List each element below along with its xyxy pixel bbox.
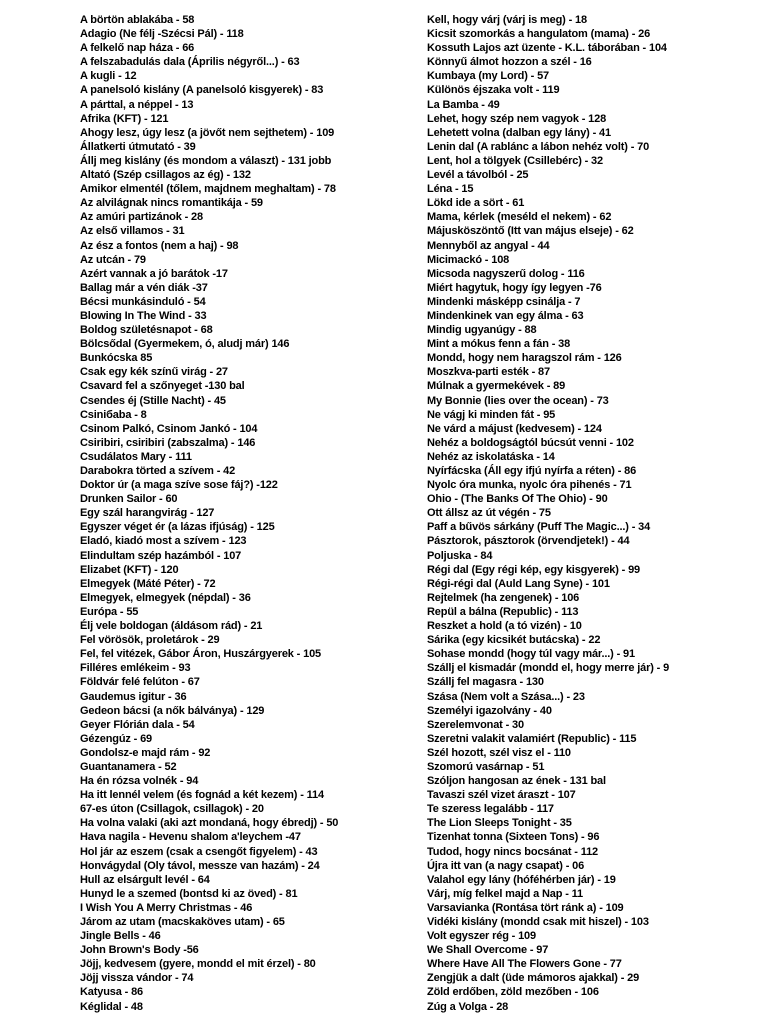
song-entry: Hull az elsárgult levél - 64 [80, 873, 210, 886]
song-entry: Darabokra törted a szívem - 42 [80, 465, 236, 477]
song-entry: Guantanamera - 52 [80, 760, 177, 773]
song-entry: John Brown's Body -56 [80, 944, 199, 957]
song-entry: Földvár felé felúton - 67 [80, 676, 200, 689]
song-entry: Elmegyek (Máté Péter) - 72 [80, 577, 216, 590]
song-entry: Ballag már a vén diák -37 [80, 281, 208, 294]
song-entry: Varsavianka (Rontása tört ránk a) - 109 [427, 901, 624, 914]
song-entry: Gézengúz - 69 [80, 732, 153, 745]
song-entry: Gondolsz-e majd rám - 92 [80, 746, 211, 759]
song-entry: A felszabadulás dala (Április négyről...) - 63 [80, 56, 300, 69]
song-entry: Lent, hol a tölgyek (Csillebérc) - 32 [427, 154, 603, 167]
song-entry: Volt egyszer rég - 109 [427, 930, 536, 943]
song-entry: Szóljon hangosan az ének - 131 bal [427, 775, 606, 788]
song-entry: Szeretni valakit valamiért (Republic) - 115 [427, 732, 637, 745]
song-entry: Afrika (KFT) - 121 [80, 112, 169, 125]
song-entry: Lenin dal (A rablánc a lábon nehéz volt) - 70 [427, 140, 650, 153]
song-entry: Lökd ide a sört - 61 [427, 197, 525, 210]
song-entry: Elindultam szép hazámból - 107 [80, 549, 242, 562]
song-entry: Fel, fel vitézek, Gábor Áron, Huszárgyerek - 105 [80, 648, 322, 661]
song-entry: Szállj el kismadár (mondd el, hogy merre jár) - 9 [427, 662, 670, 675]
song-entry: Amikor elmentél (tőlem, majdnem meghaltam) - 78 [80, 183, 336, 196]
song-entry: Csiribiri, csiribiri (zabszalma) - 146 [80, 436, 256, 449]
song-entry: We Shall Overcome - 97 [427, 944, 549, 957]
song-entry: Hava nagila - Hevenu shalom a'leychem -47 [80, 831, 301, 844]
song-entry: Csendes éj (Stille Nacht) - 45 [80, 394, 226, 407]
song-entry: Májusköszöntő (Itt van május elseje) - 62 [427, 225, 634, 238]
song-entry: Csudálatos Mary - 111 [80, 450, 192, 463]
song-entry: Nehéz az iskolatáska - 14 [427, 450, 555, 463]
song-entry: Állj meg kislány (és mondom a választ) - 131 jobb [80, 154, 332, 167]
song-entry: Szél hozott, szél visz el - 110 [427, 746, 571, 759]
song-entry: Európa - 55 [80, 605, 139, 618]
song-entry: Várj, míg felkel majd a Nap - 11 [427, 887, 583, 900]
song-entry: Újra itt van (a nagy csapat) - 06 [427, 859, 585, 872]
song-entry: Léna - 15 [427, 183, 474, 196]
song-entry: Élj vele boldogan (áldásom rád) - 21 [80, 620, 263, 633]
song-entry: Szása (Nem volt a Szása...) - 23 [427, 690, 585, 703]
song-entry: A börtön ablakába - 58 [80, 14, 195, 26]
song-entry: Egy szál harangvirág - 127 [80, 507, 215, 520]
song-entry: Eladó, kiadó most a szívem - 123 [80, 535, 247, 548]
song-entry: Repül a bálna (Republic) - 113 [427, 605, 579, 618]
song-entry: Jöjj, kedvesem (gyere, mondd el mit érzel) - 80 [80, 958, 316, 971]
song-entry: Gedeon bácsi (a nők bálványa) - 129 [80, 704, 265, 717]
song-entry: Mama, kérlek (meséld el nekem) - 62 [427, 211, 612, 224]
song-entry: Sohase mondd (hogy túl vagy már...) - 91 [427, 648, 635, 661]
song-entry: Mindenkinek van egy álma - 63 [427, 309, 584, 322]
song-entry: Ne vágj ki minden fát - 95 [427, 408, 556, 421]
song-entry: My Bonnie (lies over the ocean) - 73 [427, 394, 609, 407]
song-entry: Geyer Flórián dala - 54 [80, 718, 195, 731]
song-entry: La Bamba - 49 [427, 98, 500, 111]
song-entry: Fel vörösök, proletárok - 29 [80, 634, 220, 647]
song-entry: A párttal, a néppel - 13 [80, 98, 194, 111]
song-entry: Az amúri partizánok - 28 [80, 211, 203, 224]
song-entry: Csavard fel a szőnyeget -130 bal [80, 380, 245, 393]
song-entry: Rejtelmek (ha zengenek) - 106 [427, 591, 580, 604]
song-entry: A kugli - 12 [80, 70, 137, 83]
song-entry: Bécsi munkásinduló - 54 [80, 295, 206, 308]
song-entry: Vidéki kislány (mondd csak mit hiszel) - 103 [427, 916, 649, 928]
song-entry: Ne várd a májust (kedvesem) - 124 [427, 422, 602, 435]
song-entry: A panelsoló kislány (A panelsoló kisgyerek) - 83 [80, 84, 324, 97]
song-entry: Azért vannak a jó barátok -17 [80, 267, 228, 280]
song-entry: Kumbaya (my Lord) - 57 [427, 70, 550, 83]
song-entry: Pásztorok, pásztorok (örvendjetek!) - 44 [427, 535, 630, 548]
song-entry: Bunkócska 85 [80, 352, 153, 365]
song-entry: Micimackó - 108 [427, 253, 510, 266]
song-entry: Ha én rózsa volnék - 94 [80, 775, 199, 788]
song-entry: Altató (Szép csillagos az ég) - 132 [80, 169, 251, 182]
song-entry: Where Have All The Flowers Gone - 77 [427, 958, 622, 971]
song-entry: Ha volna valaki (aki azt mondaná, hogy ébredj) - 50 [80, 817, 339, 830]
song-entry: Kicsit szomorkás a hangulatom (mama) - 26 [427, 28, 651, 41]
song-entry: Levél a távolból - 25 [427, 169, 529, 182]
song-entry: Lehet, hogy szép nem vagyok - 128 [427, 112, 607, 125]
song-entry: Mennyből az angyal - 44 [427, 239, 550, 252]
song-entry: Szerelemvonat - 30 [427, 718, 524, 731]
song-entry: Valahol egy lány (hóféhérben jár) - 19 [427, 873, 616, 886]
song-entry: Poljuska - 84 [427, 549, 493, 562]
song-entry: Csiniбaba - 8 [80, 408, 147, 421]
song-entry: Mindig ugyanúgy - 88 [427, 324, 537, 337]
song-entry: Ahogy lesz, úgy lesz (a jövőt nem sejthetem) - 109 [80, 126, 335, 139]
song-entry: Reszket a hold (a tó vizén) - 10 [427, 620, 582, 633]
song-entry: Elizabet (KFT) - 120 [80, 563, 179, 576]
song-entry: Csinom Palkó, Csinom Jankó - 104 [80, 422, 258, 435]
song-entry: Filléres emlékeim - 93 [80, 662, 191, 675]
song-entry: Zöld erdőben, zöld mezőben - 106 [427, 986, 599, 999]
song-entry: Kéglidal - 48 [80, 1000, 143, 1013]
song-entry: Mindenki másképp csinálja - 7 [427, 295, 581, 308]
song-entry: Bölcsődal (Gyermekem, ó, aludj már) 146 [80, 338, 290, 351]
song-entry: Az ész a fontos (nem a haj) - 98 [80, 239, 239, 252]
song-entry: Hunyd le a szemed (bontsd ki az öved) - 81 [80, 887, 298, 900]
song-entry: Zengjük a dalt (üde mámoros ajakkal) - 29 [427, 972, 640, 985]
song-entry: Ohio - (The Banks Of The Ohio) - 90 [427, 493, 608, 506]
song-entry: Kossuth Lajos azt üzente - K.L. táborában - 104 [427, 42, 667, 55]
song-entry: Blowing In The Wind - 33 [80, 309, 207, 322]
song-entry: Tudod, hogy nincs bocsánat - 112 [427, 845, 599, 858]
song-entry: Boldog születésnapot - 68 [80, 324, 213, 337]
song-entry: 67-es úton (Csillagok, csillagok) - 20 [80, 803, 264, 816]
song-entry: Adagio (Ne félj -Szécsi Pál) - 118 [80, 28, 244, 41]
song-entry: Régi dal (Egy régi kép, egy kisgyerek) - 99 [427, 563, 641, 576]
song-entry: Jingle Bells - 46 [80, 930, 161, 943]
song-entry: Zúg a Volga - 28 [427, 1000, 509, 1013]
song-list-right-column [427, 13, 765, 1014]
song-entry: Gaudemus igitur - 36 [80, 690, 187, 703]
song-entry: Nyírfácska (Áll egy ifjú nyírfa a réten) - 86 [427, 465, 637, 477]
song-entry: Csak egy kék színű virág - 27 [80, 366, 228, 379]
song-entry: Miért hagytuk, hogy így legyen -76 [427, 281, 602, 294]
song-entry: Kell, hogy várj (várj is meg) - 18 [427, 14, 587, 26]
song-entry: Doktor úr (a maga szíve sose fáj?) -122 [80, 479, 278, 492]
song-entry: Tizenhat tonna (Sixteen Tons) - 96 [427, 831, 600, 844]
song-entry: Paff a bűvös sárkány (Puff The Magic...) - 34 [427, 521, 651, 534]
song-entry: Drunken Sailor - 60 [80, 493, 178, 506]
song-entry: Honvágydal (Oly távol, messze van hazám) - 24 [80, 859, 320, 872]
song-entry: I Wish You A Merry Christmas - 46 [80, 901, 253, 914]
song-entry: Katyusa - 86 [80, 986, 144, 999]
song-entry: Tavaszi szél vizet áraszt - 107 [427, 789, 576, 802]
song-entry: Ha itt lennél velem (és fognád a két kezem) - 114 [80, 789, 324, 802]
song-entry: Szállj fel magasra - 130 [427, 676, 544, 689]
song-entry: Könnyű álmot hozzon a szél - 16 [427, 56, 592, 69]
song-entry: Az alvilágnak nincs romantikája - 59 [80, 197, 263, 210]
song-entry: The Lion Sleeps Tonight - 35 [427, 817, 572, 830]
song-entry: Egyszer véget ér (a lázas ifjúság) - 125 [80, 521, 275, 534]
song-entry: Elmegyek, elmegyek (népdal) - 36 [80, 591, 251, 604]
song-entry: Micsoda nagyszerű dolog - 116 [427, 267, 585, 280]
song-entry: Az első villamos - 31 [80, 225, 185, 238]
song-list-left-column [80, 13, 420, 1014]
song-entry: Nyolc óra munka, nyolc óra pihenés - 71 [427, 479, 632, 492]
song-entry: Az utcán - 79 [80, 253, 146, 266]
song-entry: Szomorú vasárnap - 51 [427, 760, 545, 773]
song-entry: Sárika (egy kicsikét butácska) - 22 [427, 634, 601, 647]
song-entry: A felkelő nap háza - 66 [80, 42, 195, 55]
song-entry: Állatkerti útmutató - 39 [80, 140, 196, 153]
song-entry: Mint a mókus fenn a fán - 38 [427, 338, 571, 351]
song-entry: Moszkva-parti esték - 87 [427, 366, 550, 379]
song-entry: Különös éjszaka volt - 119 [427, 84, 560, 97]
song-entry: Mondd, hogy nem haragszol rám - 126 [427, 352, 622, 365]
song-entry: Lehetett volna (dalban egy lány) - 41 [427, 126, 611, 139]
song-entry: Személyi igazolvány - 40 [427, 704, 552, 717]
song-entry: Járom az utam (macskaköves utam) - 65 [80, 916, 285, 928]
song-entry: Jöjj vissza vándor - 74 [80, 972, 194, 985]
song-entry: Nehéz a boldogságtól búcsút venni - 102 [427, 436, 634, 449]
song-entry: Hol jár az eszem (csak a csengőt figyelem) - 43 [80, 845, 318, 858]
song-entry: Ott állsz az út végén - 75 [427, 507, 551, 520]
song-entry: Te szeress legalább - 117 [427, 803, 554, 816]
song-entry: Régi-régi dal (Auld Lang Syne) - 101 [427, 577, 610, 590]
song-entry: Múlnak a gyermekévek - 89 [427, 380, 566, 393]
